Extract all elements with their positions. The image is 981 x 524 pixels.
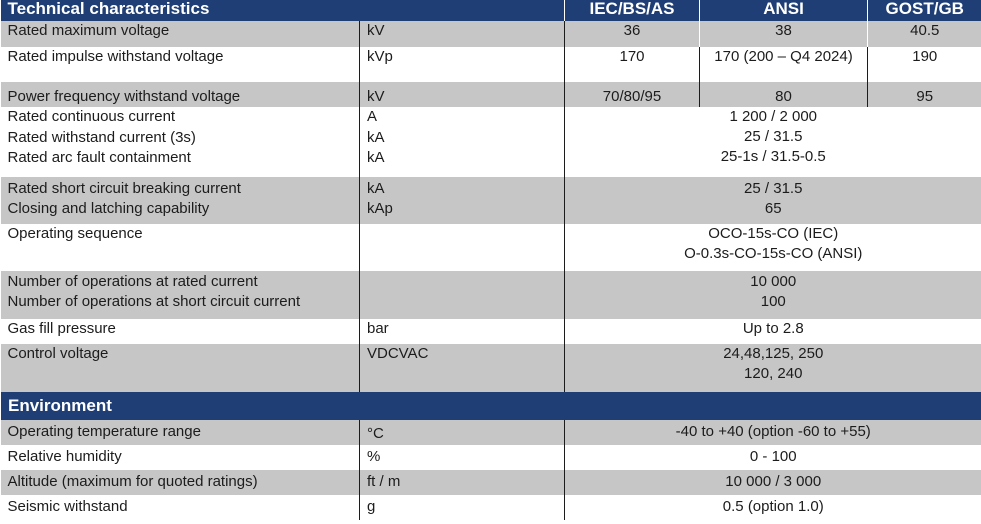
value-ansi: 170 (200 – Q4 2024): [700, 47, 868, 82]
merged-value-group: [565, 224, 981, 271]
row-label-group: [1, 271, 360, 319]
merged-value-group: [565, 271, 981, 319]
value-ansi: 80: [700, 82, 868, 107]
merged-value: 0 - 100: [565, 445, 981, 470]
row-unit: [360, 271, 565, 319]
table-header-row: [1, 0, 981, 21]
table-row: [1, 271, 981, 319]
row-unit: °C: [360, 420, 565, 445]
column-header-iec: IEC/BS/AS: [565, 0, 700, 21]
value-iec: 36: [565, 21, 700, 47]
column-header-ansi: ANSI: [700, 0, 868, 21]
row-unit: kVp: [360, 47, 565, 82]
row-label: Seismic withstand: [1, 495, 360, 520]
row-label: Closing and latching capability: [7, 200, 210, 217]
row-label: Rated withstand current (3s): [7, 129, 196, 146]
row-unit: kAp: [367, 200, 393, 217]
value-iec: 170: [565, 47, 700, 82]
row-label: Operating temperature range: [1, 420, 360, 445]
table-row: [1, 319, 981, 344]
merged-value: 65: [764, 200, 782, 217]
value-gost: 95: [868, 82, 981, 107]
row-label: Power frequency withstand voltage: [1, 82, 360, 107]
value-iec: 70/80/95: [565, 82, 700, 107]
merged-value: 100: [760, 293, 786, 310]
row-unit-group: [360, 177, 565, 224]
row-label: Rated short circuit breaking current: [7, 180, 241, 197]
merged-value: 120, 240: [744, 365, 803, 382]
row-label: Rated arc fault containment: [7, 149, 191, 166]
row-unit: kA: [367, 180, 385, 197]
row-label: Relative humidity: [1, 445, 360, 470]
row-label-group: [1, 177, 360, 224]
value-gost: 40.5: [868, 21, 981, 47]
value-gost: 190: [868, 47, 981, 82]
table-row: [1, 495, 981, 520]
row-unit: [360, 224, 565, 271]
row-label-group: [1, 107, 360, 177]
merged-value-group: [565, 177, 981, 224]
row-unit: kA: [367, 149, 385, 166]
row-unit: %: [360, 445, 565, 470]
table-title: Technical characteristics: [1, 0, 565, 21]
row-unit: g: [360, 495, 565, 520]
merged-value: 24,48,125, 250: [723, 345, 824, 362]
merged-value: 25 / 31.5: [744, 180, 803, 197]
row-label: Rated maximum voltage: [1, 21, 360, 47]
merged-value: 10 000 / 3 000: [565, 470, 981, 495]
table-row: [1, 47, 981, 82]
row-label: Altitude (maximum for quoted ratings): [1, 470, 360, 495]
merged-value: 0.5 (option 1.0): [565, 495, 981, 520]
merged-value-group: [565, 107, 981, 177]
merged-value: 25-1s / 31.5-0.5: [720, 148, 826, 165]
row-unit: kV: [360, 21, 565, 47]
row-label: Rated impulse withstand voltage: [1, 47, 360, 82]
merged-value: 10 000: [750, 273, 797, 290]
environment-section-title: Environment: [1, 392, 981, 420]
table-row: [1, 470, 981, 495]
merged-value-group: [565, 344, 981, 392]
row-unit: kA: [367, 129, 385, 146]
merged-value: OCO-15s-CO (IEC): [708, 225, 839, 242]
merged-value: 25 / 31.5: [744, 128, 803, 145]
merged-value: 1 200 / 2 000: [729, 108, 818, 125]
row-unit-group: [360, 107, 565, 177]
row-unit: A: [367, 108, 378, 125]
table-row: [1, 420, 981, 445]
row-label: Operating sequence: [1, 224, 360, 271]
table-row: [1, 445, 981, 470]
row-unit: kV: [360, 82, 565, 107]
table-row: [1, 344, 981, 392]
table-row: [1, 82, 981, 107]
row-unit: VDCVAC: [360, 344, 565, 392]
row-label: Number of operations at short circuit current: [7, 293, 301, 310]
row-unit: bar: [360, 319, 565, 344]
row-label: Gas fill pressure: [1, 319, 360, 344]
value-ansi: 38: [700, 21, 868, 47]
merged-value: O-0.3s-CO-15s-CO (ANSI): [684, 245, 863, 262]
merged-value: -40 to +40 (option -60 to +55): [565, 420, 981, 445]
merged-value: Up to 2.8: [565, 319, 981, 344]
row-label: Control voltage: [1, 344, 360, 392]
table-row: [1, 224, 981, 271]
row-label: Rated continuous current: [7, 108, 176, 125]
row-label: Number of operations at rated current: [7, 273, 258, 290]
table-row: [1, 21, 981, 47]
column-header-gost: GOST/GB: [868, 0, 981, 21]
table-row: [1, 177, 981, 224]
row-unit: ft / m: [360, 470, 565, 495]
table-row: [1, 107, 981, 177]
environment-header-row: [1, 392, 981, 420]
